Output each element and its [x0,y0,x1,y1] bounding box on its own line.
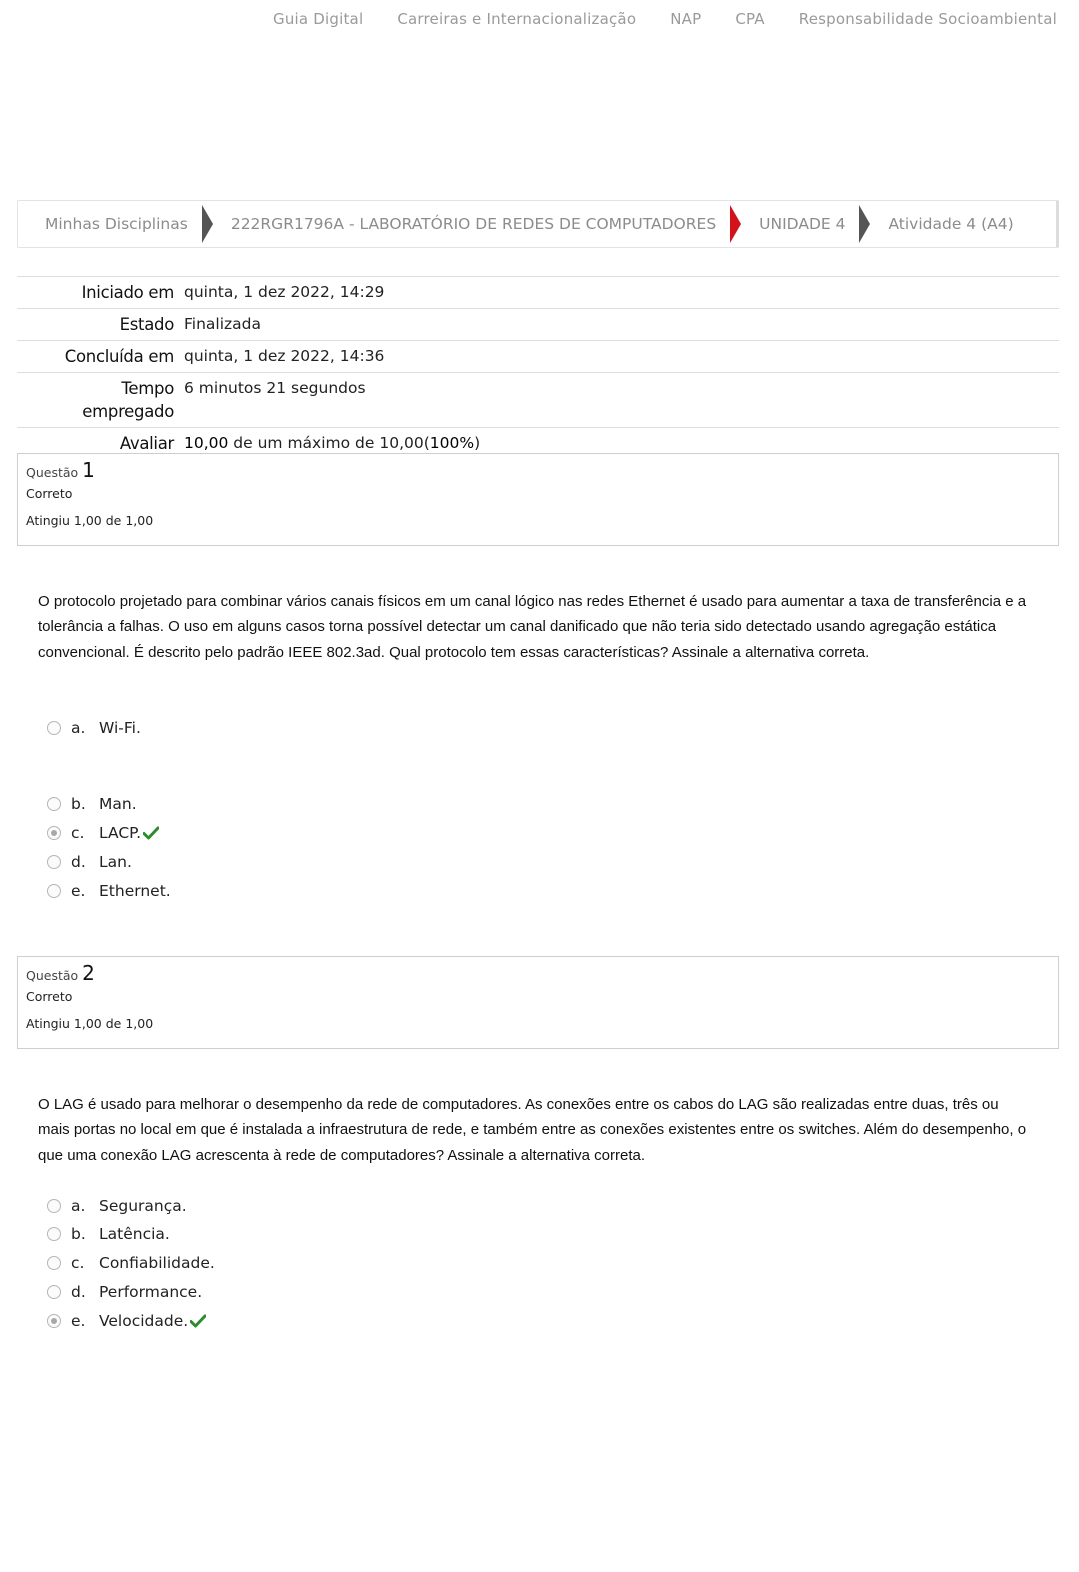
summary-row-state [17,309,1059,341]
option-letter: b. [71,1225,86,1243]
radio-button[interactable] [47,1256,61,1270]
option-text: Velocidade. [99,1312,189,1330]
nav-nap[interactable]: NAP [670,10,702,28]
question-grade: Atingiu 1,00 de 1,00 [26,513,154,528]
grade-score: 10,00 [184,434,229,452]
breadcrumb [17,200,1059,248]
option-letter: c. [71,824,85,842]
question-num: 1 [82,458,95,482]
radio-button[interactable] [47,855,61,869]
completed-label: Concluída em [64,347,174,366]
option-letter: a. [71,719,86,737]
radio-button[interactable] [47,1285,61,1299]
summary-row-started [17,277,1059,309]
option-text: Confiabilidade. [99,1254,215,1272]
question-1-info [17,453,1059,546]
question-label: Questão [26,968,79,983]
state-value: Finalizada [184,315,262,333]
breadcrumb-course[interactable]: 222RGR1796A - LABORATÓRIO DE REDES DE COMPUTADORES [230,215,717,233]
completed-value: quinta, 1 dez 2022, 14:36 [184,347,385,365]
option-letter: e. [71,1312,86,1330]
q1-option-c[interactable] [47,824,159,842]
correct-check-icon [190,1314,206,1328]
option-letter: c. [71,1254,85,1272]
question-2-text: O LAG é usado para melhorar o desempenho da rede de computadores. As conexões entre os cabos do LAG são realizadas entre duas, três ou mais portas no local em que é instalada a infraestrutura de rede, e também entre as conexões existentes entre os switches. Além do desempenho, o que uma conexão LAG acrescenta à rede de computadores? Assinale a alternativa correta. [38,1096,1027,1164]
radio-button[interactable] [47,1199,61,1213]
started-label: Iniciado em [81,283,174,302]
option-letter: d. [71,1283,86,1301]
time-label: Tempo empregado [82,379,174,421]
grade-text: de um máximo de 10,00( [228,434,430,452]
nav-carreiras[interactable]: Carreiras e Internacionalização [397,10,637,28]
radio-button[interactable] [47,884,61,898]
option-text: Segurança. [99,1197,187,1215]
grade-close: ) [474,434,481,452]
q1-option-d[interactable] [47,853,132,871]
radio-button[interactable] [47,797,61,811]
nav-responsabilidade[interactable]: Responsabilidade Socioambiental [798,10,1057,28]
question-number [26,961,1050,988]
breadcrumb-minhas-disciplinas[interactable]: Minhas Disciplinas [45,215,188,233]
grade-label: Avaliar [119,434,174,453]
q2-option-e[interactable] [47,1312,206,1330]
q2-option-c[interactable] [47,1254,215,1272]
question-num: 2 [82,961,95,985]
started-value: quinta, 1 dez 2022, 14:29 [184,283,385,301]
radio-button-selected[interactable] [47,826,61,840]
q2-option-d[interactable] [47,1283,202,1301]
question-2-info [17,956,1059,1049]
top-nav [273,10,1057,28]
breadcrumb-separator-icon [202,205,213,243]
breadcrumb-separator-icon [859,205,870,243]
radio-button-selected[interactable] [47,1314,61,1328]
time-value: 6 minutos 21 segundos [184,379,366,397]
correct-check-icon [143,826,159,840]
grade-percent: 100% [429,434,475,452]
radio-button[interactable] [47,1227,61,1241]
q1-option-b[interactable] [47,795,137,813]
question-label: Questão [26,465,79,480]
nav-guia-digital[interactable]: Guia Digital [273,10,364,28]
option-letter: b. [71,795,86,813]
option-text: Ethernet. [99,882,171,900]
q2-option-b[interactable] [47,1225,170,1243]
nav-cpa[interactable]: CPA [735,10,765,28]
q1-option-e[interactable] [47,882,171,900]
option-letter: d. [71,853,86,871]
option-letter: a. [71,1197,86,1215]
attempt-summary [17,276,1059,459]
option-text: Wi-Fi. [99,719,141,737]
q2-option-a[interactable] [47,1197,187,1215]
breadcrumb-activity[interactable]: Atividade 4 (A4) [888,215,1014,233]
question-state: Correto [26,989,73,1004]
question-state: Correto [26,486,73,501]
option-text: LACP. [99,824,142,842]
option-text: Man. [99,795,137,813]
radio-button[interactable] [47,721,61,735]
question-number [26,458,1050,485]
breadcrumb-separator-icon [730,205,741,243]
option-text: Latência. [99,1225,170,1243]
summary-row-completed [17,341,1059,373]
option-text: Performance. [99,1283,203,1301]
q1-option-a[interactable] [47,719,141,737]
summary-row-time [17,373,1059,428]
option-letter: e. [71,882,86,900]
question-1-text: O protocolo projetado para combinar vários canais físicos em um canal lógico nas redes Ethernet é usado para aumentar a taxa de transferência e a tolerância a falhas. O uso em alguns casos torna possível detectar um canal danificado que não teria sido detectado usando agregação estática convencional. É descrito pelo padrão IEEE 802.3ad. Qual protocolo tem essas características? Assinale a alternativa correta. [38,593,1027,661]
breadcrumb-unit[interactable]: UNIDADE 4 [759,215,846,233]
question-grade: Atingiu 1,00 de 1,00 [26,1016,154,1031]
state-label: Estado [119,315,174,334]
option-text: Lan. [99,853,132,871]
